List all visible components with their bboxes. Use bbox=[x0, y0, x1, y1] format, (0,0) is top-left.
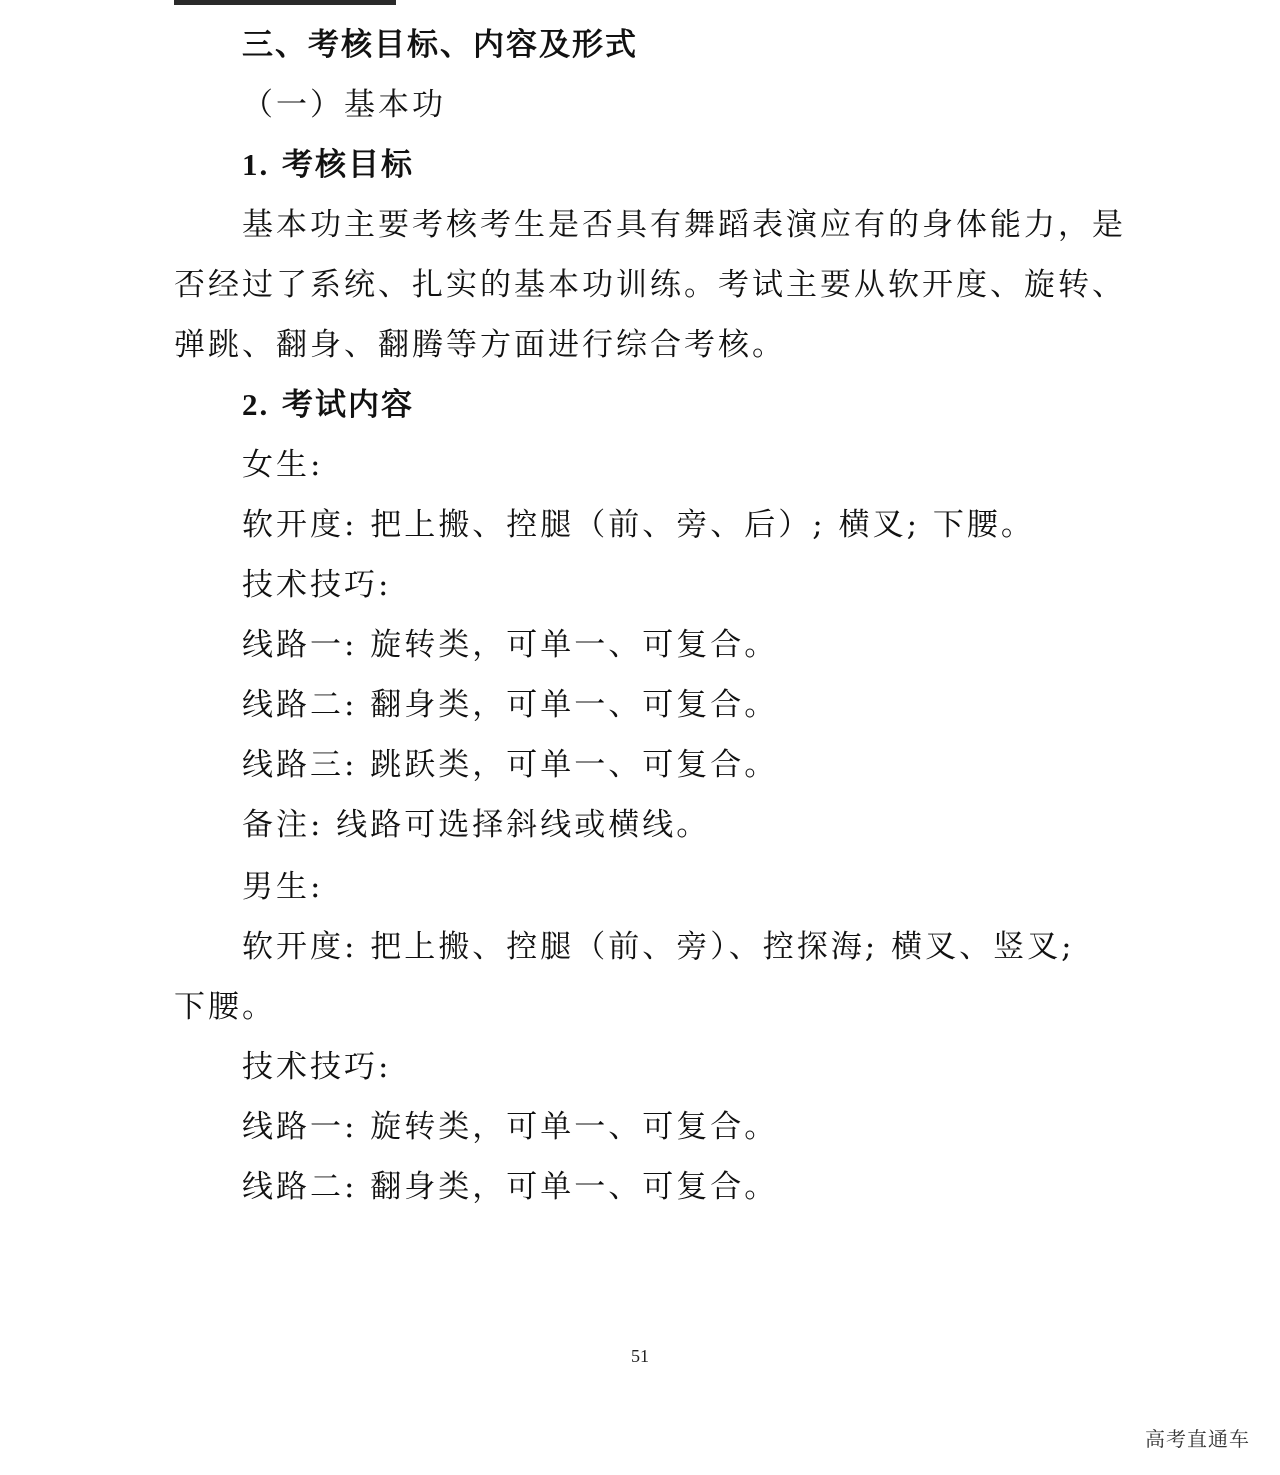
paragraph-line-1: 基本功主要考核考生是否具有舞蹈表演应有的身体能力，是 bbox=[242, 207, 1126, 243]
section-title: 三、考核目标、内容及形式 bbox=[242, 27, 638, 63]
female-label: 女生: bbox=[242, 447, 324, 483]
heading-exam-content bbox=[242, 385, 414, 425]
female-flexibility: 软开度: 把上搬、控腿（前、旁、后）; 横叉; 下腰。 bbox=[242, 507, 1035, 543]
paragraph-line-3: 弹跳、翻身、翻腾等方面进行综合考核。 bbox=[174, 327, 786, 363]
watermark: 高考直通车 bbox=[1145, 1427, 1250, 1451]
heading-number: 1. bbox=[242, 147, 270, 182]
page-number: 51 bbox=[631, 1346, 649, 1366]
male-route-1: 线路一: 旋转类，可单一、可复合。 bbox=[242, 1109, 779, 1145]
male-flexibility-line-2: 下腰。 bbox=[174, 989, 276, 1025]
female-route-1: 线路一: 旋转类，可单一、可复合。 bbox=[242, 627, 779, 663]
paragraph-line-2: 否经过了系统、扎实的基本功训练。考试主要从软开度、旋转、 bbox=[174, 267, 1126, 303]
heading-text: 考试内容 bbox=[282, 387, 415, 423]
female-route-2: 线路二: 翻身类，可单一、可复合。 bbox=[242, 687, 779, 723]
heading-text: 考核目标 bbox=[282, 147, 415, 183]
male-flexibility-line-1: 软开度: 把上搬、控腿（前、旁）、控探海; 横叉、竖叉; bbox=[242, 929, 1075, 965]
female-skills-label: 技术技巧: bbox=[242, 567, 392, 603]
female-note: 备注: 线路可选择斜线或横线。 bbox=[242, 807, 711, 843]
male-route-2: 线路二: 翻身类，可单一、可复合。 bbox=[242, 1169, 779, 1205]
heading-exam-goal bbox=[242, 145, 414, 185]
female-route-3: 线路三: 跳跃类，可单一、可复合。 bbox=[242, 747, 779, 783]
subsection-title: （一）基本功 bbox=[242, 87, 446, 123]
male-skills-label: 技术技巧: bbox=[242, 1049, 392, 1085]
male-label: 男生: bbox=[242, 869, 324, 905]
previous-page-text-fragment bbox=[174, 0, 396, 5]
heading-number: 2. bbox=[242, 387, 270, 422]
